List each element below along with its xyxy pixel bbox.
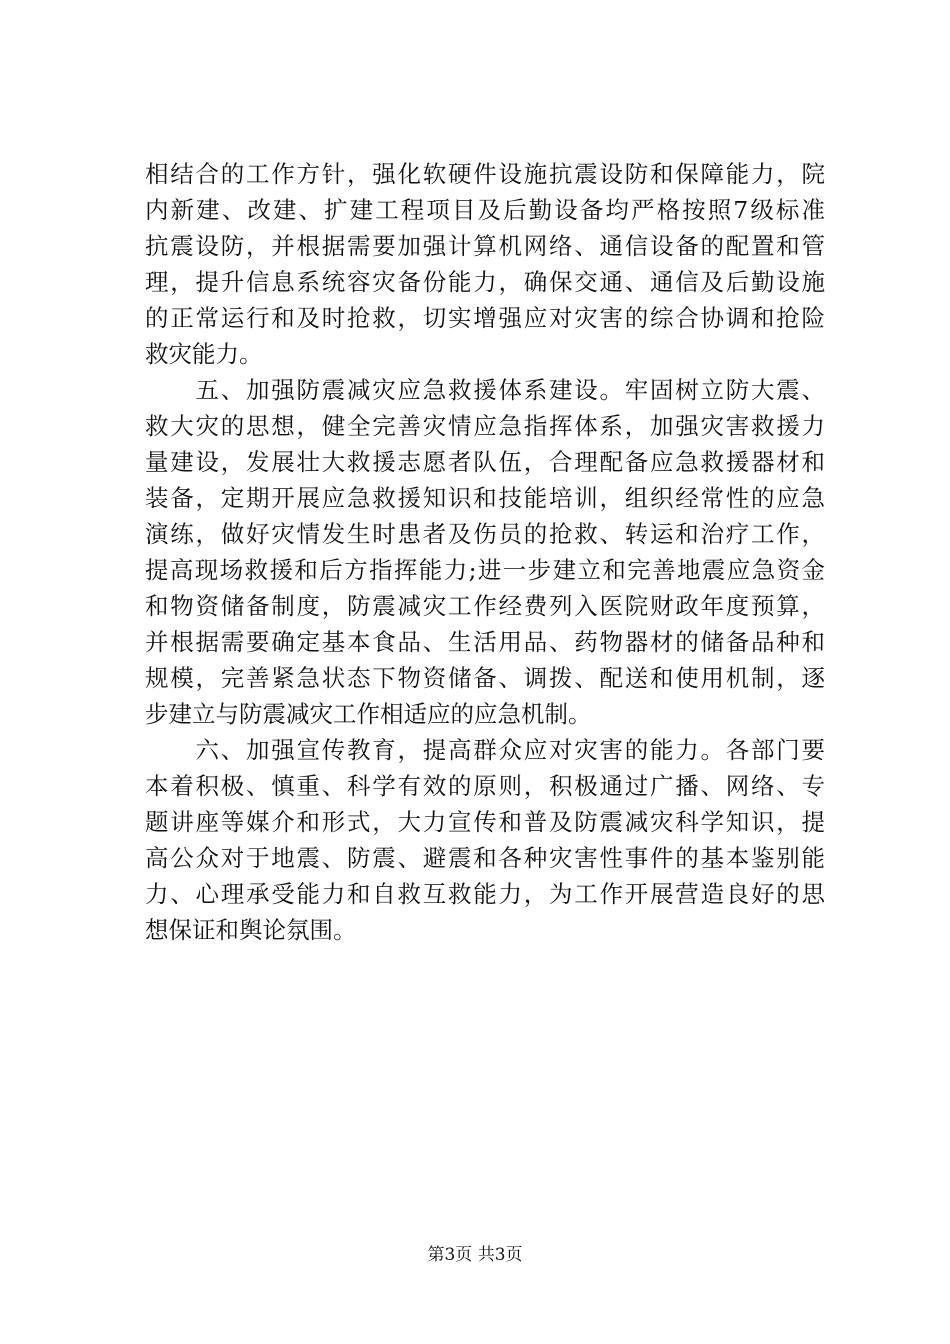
text-line: 并根据需要确定基本食品、生活用品、药物器材的储备品种和 <box>145 628 825 656</box>
text-line: 相结合的工作方针，强化软硬件设施抗震设防和保障能力，院 <box>145 160 825 188</box>
document-body <box>145 156 825 948</box>
text-line: 规模，完善紧急状态下物资储备、调拨、配送和使用机制，逐 <box>145 664 825 692</box>
text-line: 步建立与防震减灾工作相适应的应急机制。 <box>145 700 592 728</box>
text-line: 力、心理承受能力和自救互救能力，为工作开展营造良好的思 <box>145 880 825 908</box>
text-line: 理，提升信息系统容灾备份能力，确保交通、通信及后勤设施 <box>145 268 825 296</box>
text-line: 救大灾的思想，健全完善灾情应急指挥体系，加强灾害救援力 <box>145 412 825 440</box>
text-line: 题讲座等媒介和形式，大力宣传和普及防震减灾科学知识，提 <box>145 808 825 836</box>
text-line: 演练，做好灾情发生时患者及伤员的抢救、转运和治疗工作， <box>145 520 825 548</box>
text-line: 和物资储备制度，防震减灾工作经费列入医院财政年度预算， <box>145 592 825 620</box>
text-line: 抗震设防，并根据需要加强计算机网络、通信设备的配置和管 <box>145 232 825 260</box>
text-line: 装备，定期开展应急救援知识和技能培训，组织经常性的应急 <box>145 484 825 512</box>
section-six-heading-line: 六、加强宣传教育，提高群众应对灾害的能力。各部门要 <box>145 736 825 764</box>
text-line: 量建设，发展壮大救援志愿者队伍，合理配备应急救援器材和 <box>145 448 825 476</box>
text-line: 内新建、改建、扩建工程项目及后勤设备均严格按照7级标准 <box>145 196 825 224</box>
page-number-footer: 第3页 共3页 <box>427 1245 523 1265</box>
text-line: 高公众对于地震、防震、避震和各种灾害性事件的基本鉴别能 <box>145 844 825 872</box>
text-line: 想保证和舆论氛围。 <box>145 916 357 944</box>
text-line: 本着积极、慎重、科学有效的原则，积极通过广播、网络、专 <box>145 772 825 800</box>
text-line: 的正常运行和及时抢救，切实增强应对灾害的综合协调和抢险 <box>145 304 825 332</box>
section-five-heading-line: 五、加强防震减灾应急救援体系建设。牢固树立防大震、 <box>145 376 825 404</box>
text-line: 提高现场救援和后方指挥能力;进一步建立和完善地震应急资金 <box>145 556 825 584</box>
text-line: 救灾能力。 <box>145 340 263 368</box>
